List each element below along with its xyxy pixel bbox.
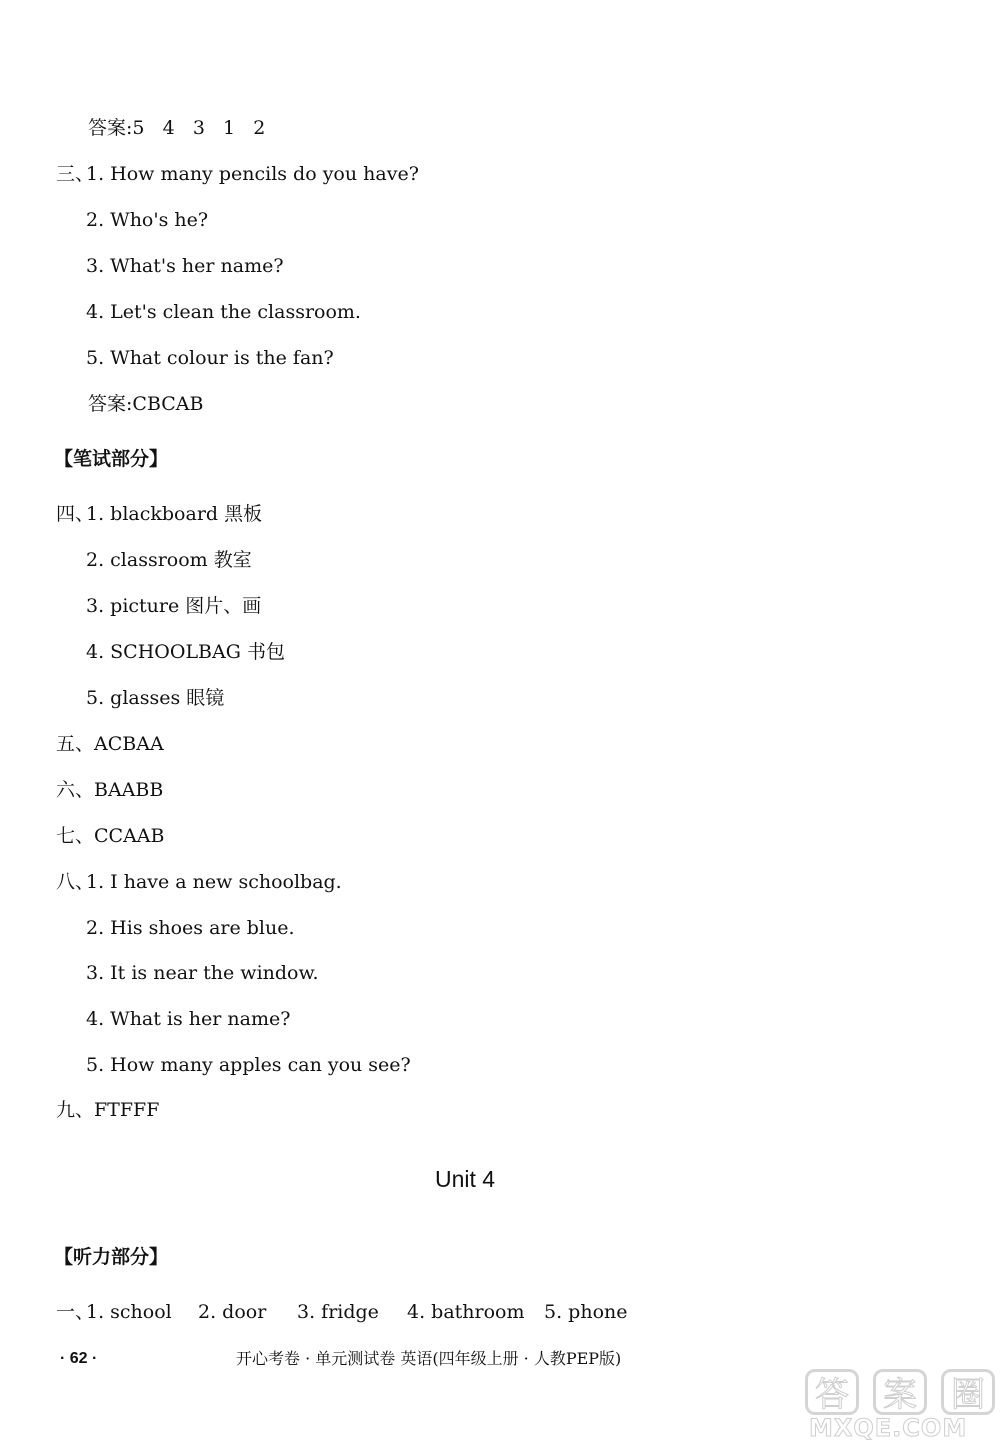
section8-item-3: 3. It is near the window. (86, 962, 319, 984)
section5-answer: 五、ACBAA (56, 733, 164, 755)
section4-item-3: 3. picture 图片、画 (86, 595, 262, 617)
section3-item-2: 2. Who's he? (86, 209, 209, 231)
section8-item-5: 5. How many apples can you see? (86, 1054, 411, 1076)
section1-prefix: 一、 (56, 1301, 95, 1323)
section1-item-5: 5. phone (544, 1301, 628, 1323)
section4-prefix: 四、 (56, 503, 95, 525)
section3-prefix: 三、 (56, 163, 95, 185)
watermark-url: MXQE.COM (809, 1414, 968, 1442)
section3-item-5: 5. What colour is the fan? (86, 347, 334, 369)
section7-answer: 七、CCAAB (56, 825, 165, 847)
listening-section-heading: 【听力部分】 (54, 1246, 169, 1268)
watermark-char-2: 案 (873, 1369, 927, 1415)
section1-item-1: 1. school (86, 1301, 172, 1323)
watermark-logo (805, 1368, 995, 1440)
section6-answer: 六、BAABB (56, 779, 164, 801)
section4-item-2: 2. classroom 教室 (86, 549, 252, 571)
book-title: 开心考卷 · 单元测试卷 英语(四年级上册 · 人教PEP版) (236, 1349, 622, 1368)
section3-answer-top: 答案:5 4 3 1 2 (88, 117, 266, 139)
written-section-heading: 【笔试部分】 (54, 448, 169, 470)
section3-item-3: 3. What's her name? (86, 255, 284, 277)
section3-item-1: 1. How many pencils do you have? (86, 163, 419, 185)
section4-item-1: 1. blackboard 黑板 (86, 503, 263, 525)
section8-item-1: 1. I have a new schoolbag. (86, 871, 342, 893)
section4-item-5: 5. glasses 眼镜 (86, 687, 225, 709)
section3-item-4: 4. Let's clean the classroom. (86, 301, 361, 323)
section1-item-2: 2. door (198, 1301, 267, 1323)
section1-item-4: 4. bathroom (407, 1301, 525, 1323)
section4-item-4: 4. SCHOOLBAG 书包 (86, 641, 285, 663)
watermark-char-1: 答 (805, 1369, 859, 1415)
section8-prefix: 八、 (56, 871, 95, 893)
section8-item-4: 4. What is her name? (86, 1008, 291, 1030)
section9-answer: 九、FTFFF (56, 1099, 160, 1121)
section8-item-2: 2. His shoes are blue. (86, 917, 295, 939)
section3-answer: 答案:CBCAB (88, 393, 204, 415)
watermark-char-3: 圈 (941, 1369, 995, 1415)
page-number: · 62 · (60, 1350, 98, 1367)
unit-title: Unit 4 (434, 1166, 496, 1192)
section1-item-3: 3. fridge (297, 1301, 379, 1323)
